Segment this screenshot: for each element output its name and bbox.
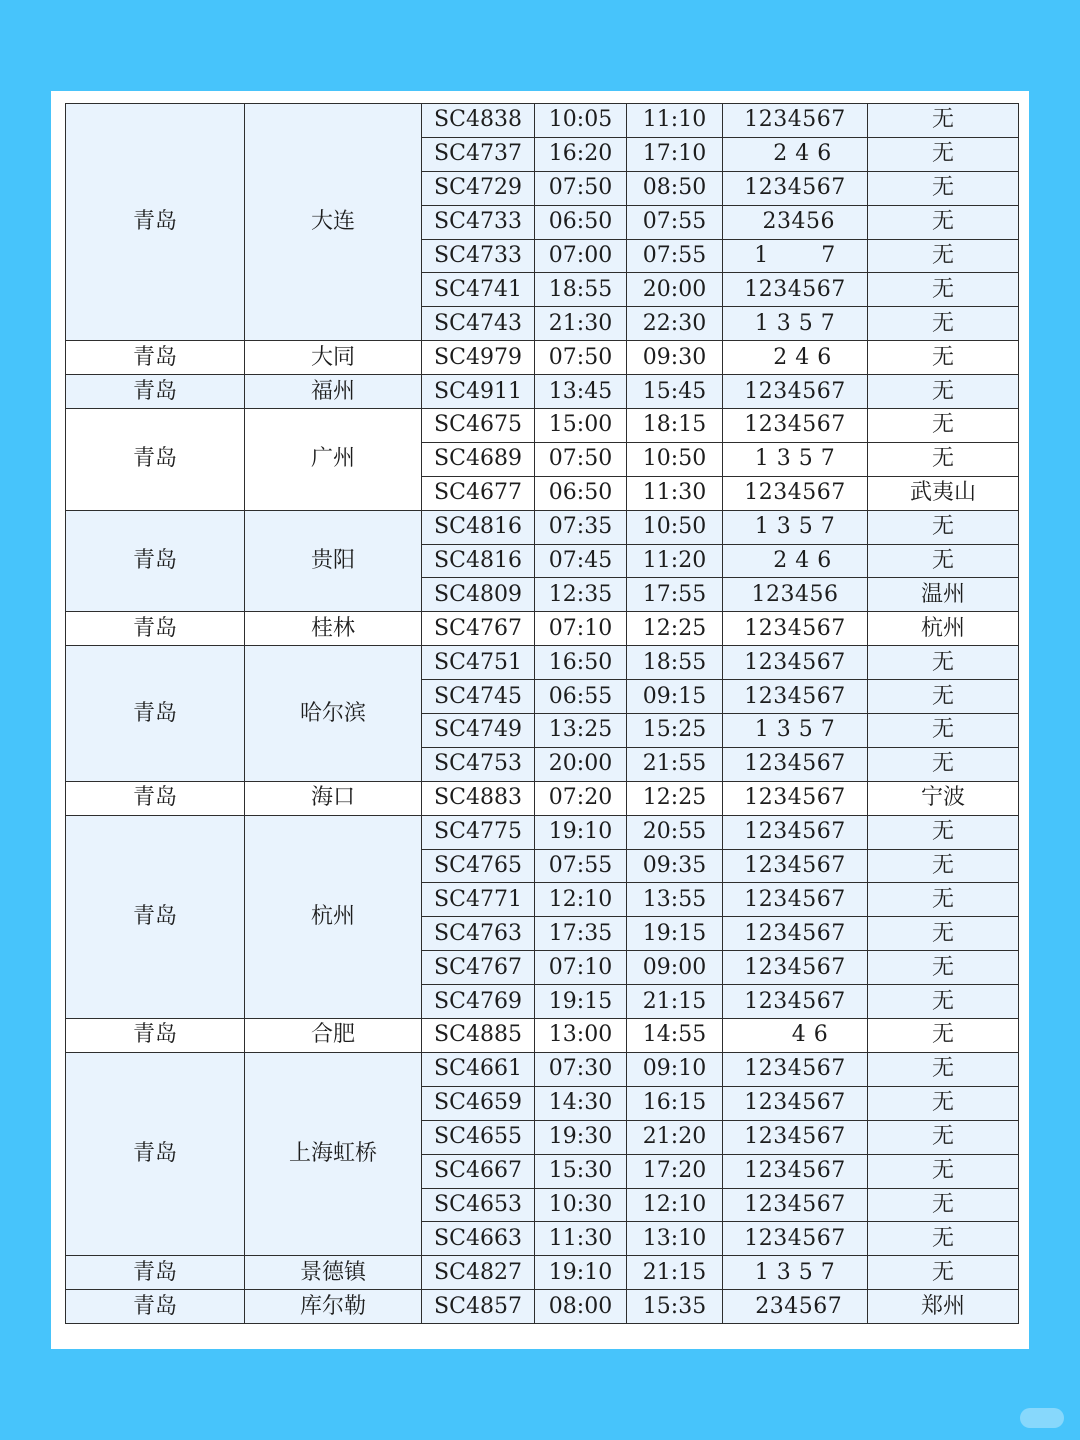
flight-number-cell: SC4809 xyxy=(422,578,535,612)
departure-time-cell: 07:10 xyxy=(535,612,627,646)
flight-row xyxy=(66,409,1019,443)
departure-time-cell: 07:45 xyxy=(535,544,627,578)
origin-cell: 青岛 xyxy=(66,781,245,815)
departure-time-cell: 07:50 xyxy=(535,341,627,375)
watermark xyxy=(1020,1408,1064,1428)
flight-number-cell: SC4675 xyxy=(422,409,535,443)
flight-row xyxy=(66,341,1019,375)
operating-days-cell: 1234567 xyxy=(723,781,868,815)
departure-time-cell: 16:50 xyxy=(535,646,627,680)
operating-days-cell: 1234567 xyxy=(723,646,868,680)
arrival-time-cell: 21:15 xyxy=(627,1256,723,1290)
flight-number-cell: SC4816 xyxy=(422,544,535,578)
arrival-time-cell: 11:30 xyxy=(627,476,723,510)
flight-number-cell: SC4767 xyxy=(422,612,535,646)
flight-row xyxy=(66,1052,1019,1086)
operating-days-cell: 1234567 xyxy=(723,815,868,849)
origin-cell: 青岛 xyxy=(66,510,245,612)
stopover-cell: 武夷山 xyxy=(868,476,1019,510)
stopover-cell: 杭州 xyxy=(868,612,1019,646)
origin-cell: 青岛 xyxy=(66,1256,245,1290)
flight-number-cell: SC4653 xyxy=(422,1188,535,1222)
destination-cell: 大连 xyxy=(245,104,422,341)
stopover-cell: 无 xyxy=(868,646,1019,680)
flight-row xyxy=(66,1019,1019,1053)
origin-cell: 青岛 xyxy=(66,409,245,511)
stopover-cell: 无 xyxy=(868,1052,1019,1086)
flight-number-cell: SC4753 xyxy=(422,747,535,781)
operating-days-cell: 2 4 6 xyxy=(723,544,868,578)
flight-number-cell: SC4751 xyxy=(422,646,535,680)
flight-row xyxy=(66,646,1019,680)
arrival-time-cell: 22:30 xyxy=(627,307,723,341)
stopover-cell: 无 xyxy=(868,409,1019,443)
operating-days-cell: 1 3 5 7 xyxy=(723,1256,868,1290)
flight-number-cell: SC4763 xyxy=(422,917,535,951)
flight-number-cell: SC4765 xyxy=(422,849,535,883)
origin-cell: 青岛 xyxy=(66,1019,245,1053)
flight-schedule-table xyxy=(65,103,1019,1324)
operating-days-cell: 23456 xyxy=(723,205,868,239)
stopover-cell: 无 xyxy=(868,1222,1019,1256)
flight-row xyxy=(66,510,1019,544)
operating-days-cell: 123456 xyxy=(723,578,868,612)
departure-time-cell: 07:00 xyxy=(535,239,627,273)
flight-row xyxy=(66,781,1019,815)
destination-cell: 合肥 xyxy=(245,1019,422,1053)
flight-number-cell: SC4775 xyxy=(422,815,535,849)
destination-cell: 贵阳 xyxy=(245,510,422,612)
flight-number-cell: SC4749 xyxy=(422,714,535,748)
flight-number-cell: SC4885 xyxy=(422,1019,535,1053)
operating-days-cell: 1234567 xyxy=(723,104,868,138)
origin-cell: 青岛 xyxy=(66,104,245,341)
stopover-cell: 无 xyxy=(868,442,1019,476)
arrival-time-cell: 21:15 xyxy=(627,985,723,1019)
flight-number-cell: SC4677 xyxy=(422,476,535,510)
stopover-cell: 无 xyxy=(868,273,1019,307)
flight-number-cell: SC4729 xyxy=(422,171,535,205)
stopover-cell: 无 xyxy=(868,1019,1019,1053)
departure-time-cell: 19:15 xyxy=(535,985,627,1019)
flight-number-cell: SC4883 xyxy=(422,781,535,815)
flight-number-cell: SC4979 xyxy=(422,341,535,375)
flight-number-cell: SC4745 xyxy=(422,680,535,714)
stopover-cell: 无 xyxy=(868,883,1019,917)
operating-days-cell: 1 3 5 7 xyxy=(723,307,868,341)
stopover-cell: 无 xyxy=(868,307,1019,341)
departure-time-cell: 08:00 xyxy=(535,1290,627,1324)
arrival-time-cell: 15:25 xyxy=(627,714,723,748)
destination-cell: 库尔勒 xyxy=(245,1290,422,1324)
departure-time-cell: 11:30 xyxy=(535,1222,627,1256)
flight-number-cell: SC4733 xyxy=(422,205,535,239)
stopover-cell: 无 xyxy=(868,680,1019,714)
arrival-time-cell: 20:00 xyxy=(627,273,723,307)
flight-number-cell: SC4655 xyxy=(422,1120,535,1154)
operating-days-cell: 1234567 xyxy=(723,476,868,510)
arrival-time-cell: 15:45 xyxy=(627,375,723,409)
destination-cell: 桂林 xyxy=(245,612,422,646)
arrival-time-cell: 07:55 xyxy=(627,239,723,273)
departure-time-cell: 07:50 xyxy=(535,171,627,205)
arrival-time-cell: 10:50 xyxy=(627,442,723,476)
departure-time-cell: 19:30 xyxy=(535,1120,627,1154)
operating-days-cell: 1 7 xyxy=(723,239,868,273)
destination-cell: 大同 xyxy=(245,341,422,375)
operating-days-cell: 1234567 xyxy=(723,1052,868,1086)
operating-days-cell: 1 3 5 7 xyxy=(723,714,868,748)
operating-days-cell: 1234567 xyxy=(723,1120,868,1154)
stopover-cell: 无 xyxy=(868,1188,1019,1222)
departure-time-cell: 07:10 xyxy=(535,951,627,985)
stopover-cell: 无 xyxy=(868,510,1019,544)
origin-cell: 青岛 xyxy=(66,1052,245,1255)
flight-number-cell: SC4659 xyxy=(422,1086,535,1120)
arrival-time-cell: 12:10 xyxy=(627,1188,723,1222)
flight-number-cell: SC4816 xyxy=(422,510,535,544)
flight-number-cell: SC4741 xyxy=(422,273,535,307)
origin-cell: 青岛 xyxy=(66,375,245,409)
departure-time-cell: 21:30 xyxy=(535,307,627,341)
origin-cell: 青岛 xyxy=(66,1290,245,1324)
departure-time-cell: 07:35 xyxy=(535,510,627,544)
arrival-time-cell: 17:10 xyxy=(627,137,723,171)
flight-number-cell: SC4661 xyxy=(422,1052,535,1086)
arrival-time-cell: 09:30 xyxy=(627,341,723,375)
flight-row xyxy=(66,1290,1019,1324)
flight-number-cell: SC4767 xyxy=(422,951,535,985)
arrival-time-cell: 19:15 xyxy=(627,917,723,951)
origin-cell: 青岛 xyxy=(66,815,245,1018)
arrival-time-cell: 18:55 xyxy=(627,646,723,680)
operating-days-cell: 1234567 xyxy=(723,747,868,781)
departure-time-cell: 18:55 xyxy=(535,273,627,307)
stopover-cell: 无 xyxy=(868,171,1019,205)
stopover-cell: 无 xyxy=(868,239,1019,273)
operating-days-cell: 1234567 xyxy=(723,375,868,409)
departure-time-cell: 06:55 xyxy=(535,680,627,714)
operating-days-cell: 1234567 xyxy=(723,1188,868,1222)
destination-cell: 福州 xyxy=(245,375,422,409)
flight-row xyxy=(66,1256,1019,1290)
departure-time-cell: 13:00 xyxy=(535,1019,627,1053)
stopover-cell: 无 xyxy=(868,985,1019,1019)
departure-time-cell: 10:05 xyxy=(535,104,627,138)
departure-time-cell: 16:20 xyxy=(535,137,627,171)
operating-days-cell: 2 4 6 xyxy=(723,341,868,375)
departure-time-cell: 12:10 xyxy=(535,883,627,917)
departure-time-cell: 07:30 xyxy=(535,1052,627,1086)
arrival-time-cell: 17:20 xyxy=(627,1154,723,1188)
flight-number-cell: SC4838 xyxy=(422,104,535,138)
flight-row xyxy=(66,612,1019,646)
operating-days-cell: 1234567 xyxy=(723,171,868,205)
operating-days-cell: 2 4 6 xyxy=(723,137,868,171)
arrival-time-cell: 09:15 xyxy=(627,680,723,714)
arrival-time-cell: 09:35 xyxy=(627,849,723,883)
stopover-cell: 无 xyxy=(868,1086,1019,1120)
stopover-cell: 宁波 xyxy=(868,781,1019,815)
stopover-cell: 无 xyxy=(868,375,1019,409)
arrival-time-cell: 09:00 xyxy=(627,951,723,985)
operating-days-cell: 1234567 xyxy=(723,680,868,714)
destination-cell: 广州 xyxy=(245,409,422,511)
flight-row xyxy=(66,815,1019,849)
origin-cell: 青岛 xyxy=(66,341,245,375)
stopover-cell: 无 xyxy=(868,1256,1019,1290)
flight-number-cell: SC4733 xyxy=(422,239,535,273)
flight-number-cell: SC4667 xyxy=(422,1154,535,1188)
departure-time-cell: 07:55 xyxy=(535,849,627,883)
departure-time-cell: 07:20 xyxy=(535,781,627,815)
stopover-cell: 无 xyxy=(868,849,1019,883)
operating-days-cell: 1234567 xyxy=(723,985,868,1019)
operating-days-cell: 234567 xyxy=(723,1290,868,1324)
flight-number-cell: SC4737 xyxy=(422,137,535,171)
departure-time-cell: 10:30 xyxy=(535,1188,627,1222)
stopover-cell: 无 xyxy=(868,205,1019,239)
flight-number-cell: SC4769 xyxy=(422,985,535,1019)
stopover-cell: 无 xyxy=(868,714,1019,748)
flight-row xyxy=(66,375,1019,409)
arrival-time-cell: 09:10 xyxy=(627,1052,723,1086)
stopover-cell: 无 xyxy=(868,137,1019,171)
flight-row xyxy=(66,104,1019,138)
destination-cell: 哈尔滨 xyxy=(245,646,422,782)
arrival-time-cell: 18:15 xyxy=(627,409,723,443)
operating-days-cell: 4 6 xyxy=(723,1019,868,1053)
operating-days-cell: 1234567 xyxy=(723,612,868,646)
destination-cell: 海口 xyxy=(245,781,422,815)
flight-number-cell: SC4827 xyxy=(422,1256,535,1290)
operating-days-cell: 1234567 xyxy=(723,1222,868,1256)
operating-days-cell: 1 3 5 7 xyxy=(723,442,868,476)
stopover-cell: 无 xyxy=(868,747,1019,781)
operating-days-cell: 1234567 xyxy=(723,917,868,951)
arrival-time-cell: 13:10 xyxy=(627,1222,723,1256)
stopover-cell: 无 xyxy=(868,951,1019,985)
operating-days-cell: 1234567 xyxy=(723,849,868,883)
stopover-cell: 郑州 xyxy=(868,1290,1019,1324)
departure-time-cell: 19:10 xyxy=(535,1256,627,1290)
arrival-time-cell: 13:55 xyxy=(627,883,723,917)
operating-days-cell: 1234567 xyxy=(723,1154,868,1188)
flight-number-cell: SC4743 xyxy=(422,307,535,341)
stopover-cell: 温州 xyxy=(868,578,1019,612)
departure-time-cell: 12:35 xyxy=(535,578,627,612)
departure-time-cell: 15:00 xyxy=(535,409,627,443)
destination-cell: 杭州 xyxy=(245,815,422,1018)
operating-days-cell: 1234567 xyxy=(723,409,868,443)
flight-number-cell: SC4663 xyxy=(422,1222,535,1256)
operating-days-cell: 1234567 xyxy=(723,883,868,917)
stopover-cell: 无 xyxy=(868,544,1019,578)
stopover-cell: 无 xyxy=(868,104,1019,138)
arrival-time-cell: 08:50 xyxy=(627,171,723,205)
origin-cell: 青岛 xyxy=(66,612,245,646)
departure-time-cell: 14:30 xyxy=(535,1086,627,1120)
destination-cell: 上海虹桥 xyxy=(245,1052,422,1255)
arrival-time-cell: 14:55 xyxy=(627,1019,723,1053)
operating-days-cell: 1234567 xyxy=(723,273,868,307)
flight-number-cell: SC4689 xyxy=(422,442,535,476)
stopover-cell: 无 xyxy=(868,341,1019,375)
operating-days-cell: 1234567 xyxy=(723,951,868,985)
stopover-cell: 无 xyxy=(868,917,1019,951)
flight-number-cell: SC4857 xyxy=(422,1290,535,1324)
departure-time-cell: 13:25 xyxy=(535,714,627,748)
arrival-time-cell: 12:25 xyxy=(627,781,723,815)
stopover-cell: 无 xyxy=(868,1120,1019,1154)
departure-time-cell: 06:50 xyxy=(535,476,627,510)
arrival-time-cell: 10:50 xyxy=(627,510,723,544)
arrival-time-cell: 15:35 xyxy=(627,1290,723,1324)
arrival-time-cell: 12:25 xyxy=(627,612,723,646)
departure-time-cell: 13:45 xyxy=(535,375,627,409)
arrival-time-cell: 17:55 xyxy=(627,578,723,612)
flight-number-cell: SC4771 xyxy=(422,883,535,917)
arrival-time-cell: 11:10 xyxy=(627,104,723,138)
origin-cell: 青岛 xyxy=(66,646,245,782)
arrival-time-cell: 16:15 xyxy=(627,1086,723,1120)
flight-number-cell: SC4911 xyxy=(422,375,535,409)
arrival-time-cell: 07:55 xyxy=(627,205,723,239)
schedule-body xyxy=(66,104,1019,1324)
arrival-time-cell: 21:55 xyxy=(627,747,723,781)
arrival-time-cell: 20:55 xyxy=(627,815,723,849)
arrival-time-cell: 21:20 xyxy=(627,1120,723,1154)
stopover-cell: 无 xyxy=(868,1154,1019,1188)
arrival-time-cell: 11:20 xyxy=(627,544,723,578)
stopover-cell: 无 xyxy=(868,815,1019,849)
departure-time-cell: 06:50 xyxy=(535,205,627,239)
operating-days-cell: 1234567 xyxy=(723,1086,868,1120)
operating-days-cell: 1 3 5 7 xyxy=(723,510,868,544)
destination-cell: 景德镇 xyxy=(245,1256,422,1290)
departure-time-cell: 19:10 xyxy=(535,815,627,849)
departure-time-cell: 17:35 xyxy=(535,917,627,951)
departure-time-cell: 07:50 xyxy=(535,442,627,476)
departure-time-cell: 15:30 xyxy=(535,1154,627,1188)
departure-time-cell: 20:00 xyxy=(535,747,627,781)
